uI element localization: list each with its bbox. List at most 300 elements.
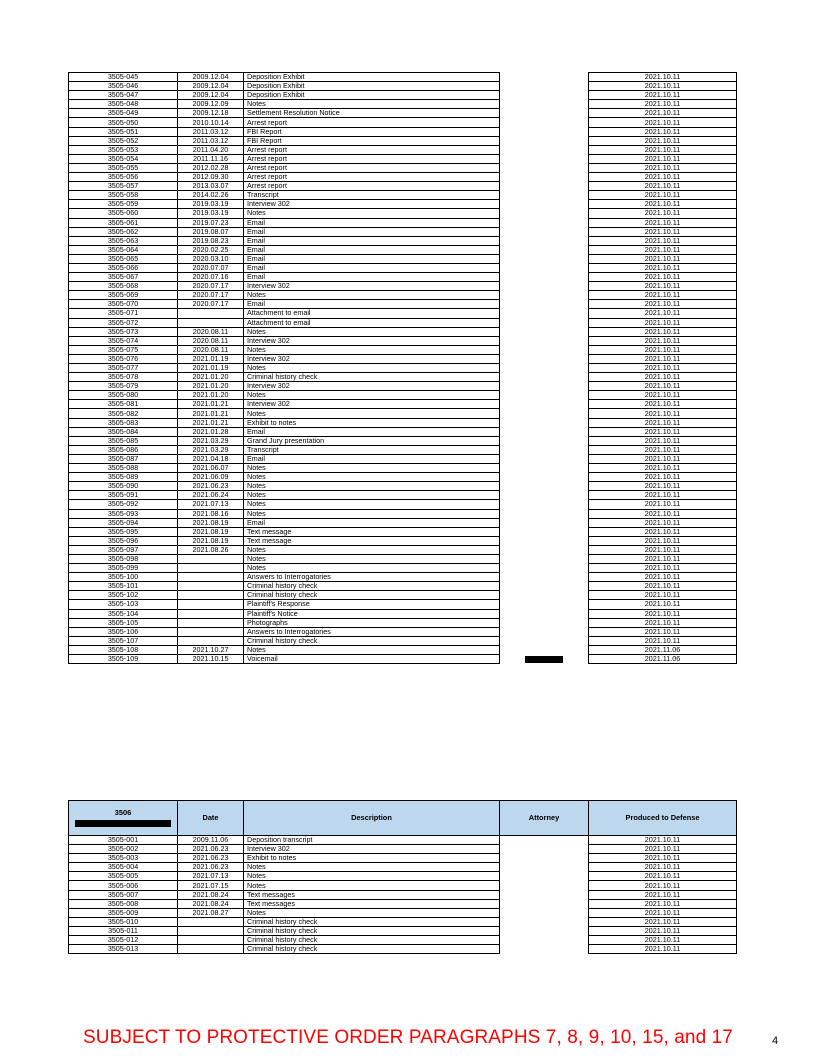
cell-produced-date: 2021.10.11 xyxy=(589,836,737,845)
cell-description: Text messages xyxy=(244,890,500,899)
cell-date xyxy=(178,591,244,600)
table-row xyxy=(69,509,737,518)
cell-date: 2021.08.16 xyxy=(178,509,244,518)
cell-attorney xyxy=(500,436,589,445)
cell-produced-date: 2021.10.11 xyxy=(589,427,737,436)
cell-date: 2009.12.04 xyxy=(178,91,244,100)
cell-date: 2020.07.07 xyxy=(178,263,244,272)
cell-description: Email xyxy=(244,263,500,272)
cell-date: 2010.10.14 xyxy=(178,118,244,127)
cell-document-id: 3505-075 xyxy=(69,345,178,354)
cell-produced-date: 2021.10.11 xyxy=(589,926,737,935)
cell-description: FBI Report xyxy=(244,136,500,145)
cell-document-id: 3505-079 xyxy=(69,382,178,391)
table-row xyxy=(69,836,737,845)
cell-date: 2021.03.29 xyxy=(178,436,244,445)
cell-description: Deposition Exhibit xyxy=(244,91,500,100)
cell-attorney xyxy=(500,545,589,554)
cell-description: Notes xyxy=(244,100,500,109)
cell-attorney xyxy=(500,382,589,391)
table-row xyxy=(69,936,737,945)
table-row xyxy=(69,300,737,309)
cell-attorney xyxy=(500,91,589,100)
cell-attorney xyxy=(500,536,589,545)
cell-date: 2021.08.19 xyxy=(178,527,244,536)
cell-attorney xyxy=(500,418,589,427)
cell-attorney xyxy=(500,291,589,300)
cell-document-id: 3505-011 xyxy=(69,926,178,935)
cell-description: Arrest report xyxy=(244,182,500,191)
cell-description: Criminal history check xyxy=(244,636,500,645)
cell-attorney xyxy=(500,899,589,908)
cell-date: 2011.04.20 xyxy=(178,145,244,154)
cell-document-id: 3505-109 xyxy=(69,655,178,664)
cell-produced-date: 2021.10.11 xyxy=(589,100,737,109)
cell-description: Notes xyxy=(244,863,500,872)
table-row xyxy=(69,436,737,445)
cell-document-id: 3505-004 xyxy=(69,863,178,872)
cell-description: Email xyxy=(244,454,500,463)
cell-document-id: 3505-092 xyxy=(69,500,178,509)
cell-date: 2021.08.19 xyxy=(178,518,244,527)
cell-attorney xyxy=(500,445,589,454)
table-row xyxy=(69,127,737,136)
cell-document-id: 3505-108 xyxy=(69,645,178,654)
cell-attorney xyxy=(500,926,589,935)
cell-produced-date: 2021.10.11 xyxy=(589,436,737,445)
cell-produced-date: 2021.10.11 xyxy=(589,263,737,272)
cell-produced-date: 2021.10.11 xyxy=(589,354,737,363)
cell-document-id: 3505-096 xyxy=(69,536,178,545)
cell-document-id: 3505-071 xyxy=(69,309,178,318)
cell-produced-date: 2021.10.11 xyxy=(589,209,737,218)
cell-date: 2009.12.04 xyxy=(178,82,244,91)
cell-description: Notes xyxy=(244,491,500,500)
cell-document-id: 3505-012 xyxy=(69,936,178,945)
cell-produced-date: 2021.10.11 xyxy=(589,300,737,309)
cell-attorney xyxy=(500,454,589,463)
witness-number-label: 3506 xyxy=(114,807,132,817)
cell-document-id: 3505-087 xyxy=(69,454,178,463)
cell-document-id: 3505-078 xyxy=(69,373,178,382)
cell-attorney xyxy=(500,908,589,917)
cell-document-id: 3505-065 xyxy=(69,254,178,263)
cell-date: 2021.04.18 xyxy=(178,454,244,463)
cell-document-id: 3505-059 xyxy=(69,200,178,209)
cell-attorney xyxy=(500,118,589,127)
cell-attorney xyxy=(500,890,589,899)
cell-document-id: 3505-072 xyxy=(69,318,178,327)
table-row xyxy=(69,391,737,400)
cell-description: Notes xyxy=(244,908,500,917)
cell-date: 2021.08.24 xyxy=(178,899,244,908)
redaction-bar xyxy=(75,820,171,827)
cell-document-id: 3505-001 xyxy=(69,836,178,845)
cell-produced-date: 2021.10.11 xyxy=(589,908,737,917)
table-row xyxy=(69,636,737,645)
cell-description: Exhibit to notes xyxy=(244,418,500,427)
table-row xyxy=(69,845,737,854)
cell-attorney xyxy=(500,836,589,845)
table-row xyxy=(69,145,737,154)
cell-document-id: 3505-095 xyxy=(69,527,178,536)
cell-produced-date: 2021.10.11 xyxy=(589,899,737,908)
cell-attorney xyxy=(500,945,589,954)
table-row xyxy=(69,336,737,345)
cell-produced-date: 2021.10.11 xyxy=(589,73,737,82)
table-row xyxy=(69,364,737,373)
table-row xyxy=(69,409,737,418)
cell-document-id: 3505-083 xyxy=(69,418,178,427)
header-witness-number xyxy=(69,801,178,836)
table-row xyxy=(69,473,737,482)
table-row xyxy=(69,445,737,454)
cell-attorney xyxy=(500,182,589,191)
cell-document-id: 3505-074 xyxy=(69,336,178,345)
cell-date: 2021.08.24 xyxy=(178,890,244,899)
cell-date: 2020.08.11 xyxy=(178,327,244,336)
cell-date: 2011.11.16 xyxy=(178,154,244,163)
cell-document-id: 3505-064 xyxy=(69,245,178,254)
cell-description: Transcript xyxy=(244,191,500,200)
redaction-bar xyxy=(525,656,563,663)
cell-attorney xyxy=(500,373,589,382)
cell-produced-date: 2021.10.11 xyxy=(589,227,737,236)
cell-attorney xyxy=(500,427,589,436)
table-row xyxy=(69,182,737,191)
cell-produced-date: 2021.10.11 xyxy=(589,254,737,263)
table-row xyxy=(69,573,737,582)
cell-produced-date: 2021.10.11 xyxy=(589,945,737,954)
cell-produced-date: 2021.10.11 xyxy=(589,373,737,382)
cell-document-id: 3505-066 xyxy=(69,263,178,272)
cell-produced-date: 2021.10.11 xyxy=(589,482,737,491)
cell-description: Answers to Interrogatories xyxy=(244,627,500,636)
cell-date xyxy=(178,609,244,618)
table-row xyxy=(69,600,737,609)
cell-date: 2021.06.09 xyxy=(178,473,244,482)
table-row xyxy=(69,545,737,554)
cell-document-id: 3505-084 xyxy=(69,427,178,436)
cell-document-id: 3505-080 xyxy=(69,391,178,400)
cell-document-id: 3505-107 xyxy=(69,636,178,645)
cell-attorney xyxy=(500,345,589,354)
table-row xyxy=(69,73,737,82)
cell-date: 2021.01.20 xyxy=(178,382,244,391)
cell-description: Criminal history check xyxy=(244,582,500,591)
cell-attorney xyxy=(500,645,589,654)
cell-attorney xyxy=(500,573,589,582)
cell-date: 2021.10.15 xyxy=(178,655,244,664)
cell-date: 2013.03.07 xyxy=(178,182,244,191)
cell-description: Notes xyxy=(244,500,500,509)
cell-document-id: 3505-088 xyxy=(69,464,178,473)
cell-document-id: 3505-048 xyxy=(69,100,178,109)
cell-produced-date: 2021.10.11 xyxy=(589,364,737,373)
cell-date: 2009.12.18 xyxy=(178,109,244,118)
header-row xyxy=(69,801,737,836)
cell-produced-date: 2021.11.06 xyxy=(589,645,737,654)
table-row xyxy=(69,491,737,500)
cell-description: Attachment to email xyxy=(244,309,500,318)
cell-description: Notes xyxy=(244,364,500,373)
cell-produced-date: 2021.10.11 xyxy=(589,536,737,545)
cell-attorney xyxy=(500,236,589,245)
cell-attorney xyxy=(500,482,589,491)
cell-date: 2009.12.04 xyxy=(178,73,244,82)
cell-document-id: 3505-091 xyxy=(69,491,178,500)
cell-produced-date: 2021.10.11 xyxy=(589,409,737,418)
production-log-table-3506 xyxy=(68,800,737,954)
cell-date: 2021.01.19 xyxy=(178,364,244,373)
cell-document-id: 3505-058 xyxy=(69,191,178,200)
cell-produced-date: 2021.10.11 xyxy=(589,509,737,518)
table-row xyxy=(69,209,737,218)
cell-date: 2021.06.23 xyxy=(178,863,244,872)
cell-attorney xyxy=(500,554,589,563)
table-row xyxy=(69,564,737,573)
table-row xyxy=(69,645,737,654)
cell-produced-date: 2021.10.11 xyxy=(589,881,737,890)
cell-attorney xyxy=(500,209,589,218)
cell-document-id: 3505-068 xyxy=(69,282,178,291)
cell-date: 2021.01.21 xyxy=(178,400,244,409)
cell-produced-date: 2021.10.11 xyxy=(589,445,737,454)
cell-description: Notes xyxy=(244,209,500,218)
cell-attorney xyxy=(500,336,589,345)
cell-attorney xyxy=(500,473,589,482)
table-row xyxy=(69,618,737,627)
cell-attorney xyxy=(500,82,589,91)
cell-description: Grand Jury presentation xyxy=(244,436,500,445)
cell-produced-date: 2021.10.11 xyxy=(589,391,737,400)
table-row xyxy=(69,382,737,391)
cell-attorney xyxy=(500,309,589,318)
header-produced-to-defense: Produced to Defense xyxy=(589,801,737,836)
cell-description: Notes xyxy=(244,554,500,563)
cell-date: 2021.06.23 xyxy=(178,845,244,854)
cell-produced-date: 2021.10.11 xyxy=(589,418,737,427)
cell-description: Arrest report xyxy=(244,173,500,182)
cell-document-id: 3505-010 xyxy=(69,917,178,926)
cell-attorney xyxy=(500,273,589,282)
cell-attorney xyxy=(500,409,589,418)
cell-description: Email xyxy=(244,427,500,436)
table-row xyxy=(69,263,737,272)
cell-document-id: 3505-082 xyxy=(69,409,178,418)
cell-produced-date: 2021.10.11 xyxy=(589,91,737,100)
cell-document-id: 3505-081 xyxy=(69,400,178,409)
table-row xyxy=(69,899,737,908)
cell-description: Interview 302 xyxy=(244,282,500,291)
cell-document-id: 3505-013 xyxy=(69,945,178,954)
cell-attorney xyxy=(500,917,589,926)
cell-description: Criminal history check xyxy=(244,373,500,382)
table-row xyxy=(69,191,737,200)
table-row xyxy=(69,418,737,427)
cell-attorney xyxy=(500,600,589,609)
cell-attorney xyxy=(500,881,589,890)
cell-date: 2012.02.28 xyxy=(178,163,244,172)
cell-document-id: 3505-085 xyxy=(69,436,178,445)
cell-attorney xyxy=(500,73,589,82)
cell-document-id: 3505-061 xyxy=(69,218,178,227)
table-row xyxy=(69,173,737,182)
table-row xyxy=(69,91,737,100)
cell-description: Interview 302 xyxy=(244,382,500,391)
cell-document-id: 3505-102 xyxy=(69,591,178,600)
table-row xyxy=(69,454,737,463)
cell-date: 2020.07.17 xyxy=(178,282,244,291)
cell-description: FBI Report xyxy=(244,127,500,136)
table-row xyxy=(69,327,737,336)
cell-produced-date: 2021.10.11 xyxy=(589,636,737,645)
cell-attorney xyxy=(500,109,589,118)
cell-attorney xyxy=(500,300,589,309)
table-row xyxy=(69,354,737,363)
cell-document-id: 3505-099 xyxy=(69,564,178,573)
cell-produced-date: 2021.10.11 xyxy=(589,872,737,881)
cell-attorney xyxy=(500,618,589,627)
cell-document-id: 3505-073 xyxy=(69,327,178,336)
cell-produced-date: 2021.10.11 xyxy=(589,136,737,145)
cell-produced-date: 2021.10.11 xyxy=(589,917,737,926)
cell-produced-date: 2021.10.11 xyxy=(589,936,737,945)
table-row xyxy=(69,200,737,209)
cell-description: Notes xyxy=(244,482,500,491)
table-row xyxy=(69,854,737,863)
cell-attorney xyxy=(500,491,589,500)
cell-description: Email xyxy=(244,518,500,527)
cell-document-id: 3505-094 xyxy=(69,518,178,527)
cell-description: Email xyxy=(244,300,500,309)
table-row xyxy=(69,100,737,109)
protective-order-notice: SUBJECT TO PROTECTIVE ORDER PARAGRAPHS 7, 8, 9, 10, 15, and 17 xyxy=(83,1027,733,1048)
cell-description: Interview 302 xyxy=(244,200,500,209)
cell-date xyxy=(178,917,244,926)
page-number: 4 xyxy=(772,1035,779,1047)
table-row xyxy=(69,236,737,245)
cell-date: 2021.10.27 xyxy=(178,645,244,654)
cell-description: Deposition transcript xyxy=(244,836,500,845)
cell-document-id: 3505-009 xyxy=(69,908,178,917)
cell-date xyxy=(178,926,244,935)
table-row xyxy=(69,518,737,527)
cell-attorney xyxy=(500,263,589,272)
cell-attorney xyxy=(500,400,589,409)
cell-produced-date: 2021.10.11 xyxy=(589,336,737,345)
cell-produced-date: 2021.10.11 xyxy=(589,191,737,200)
cell-attorney xyxy=(500,200,589,209)
cell-produced-date: 2021.10.11 xyxy=(589,854,737,863)
table-header xyxy=(69,801,737,836)
cell-attorney xyxy=(500,936,589,945)
cell-description: Notes xyxy=(244,291,500,300)
cell-date: 2021.08.26 xyxy=(178,545,244,554)
cell-attorney xyxy=(500,282,589,291)
cell-description: Voicemail xyxy=(244,655,500,664)
table-row xyxy=(69,527,737,536)
cell-document-id: 3505-106 xyxy=(69,627,178,636)
table-row xyxy=(69,136,737,145)
cell-date: 2011.03.12 xyxy=(178,136,244,145)
cell-attorney xyxy=(500,500,589,509)
table-row xyxy=(69,291,737,300)
table-row xyxy=(69,82,737,91)
table-row xyxy=(69,582,737,591)
cell-attorney xyxy=(500,391,589,400)
table-row xyxy=(69,609,737,618)
cell-document-id: 3505-076 xyxy=(69,354,178,363)
cell-date: 2020.07.16 xyxy=(178,273,244,282)
cell-document-id: 3505-053 xyxy=(69,145,178,154)
table-body xyxy=(69,73,737,664)
cell-description: Email xyxy=(244,236,500,245)
table-row xyxy=(69,591,737,600)
cell-produced-date: 2021.10.11 xyxy=(589,345,737,354)
table-row xyxy=(69,881,737,890)
header-description: Description xyxy=(244,801,500,836)
cell-produced-date: 2021.10.11 xyxy=(589,382,737,391)
cell-document-id: 3505-090 xyxy=(69,482,178,491)
cell-produced-date: 2021.10.11 xyxy=(589,309,737,318)
cell-date: 2021.06.24 xyxy=(178,491,244,500)
table-row xyxy=(69,254,737,263)
cell-date xyxy=(178,309,244,318)
cell-description: Plaintiff's Response xyxy=(244,600,500,609)
cell-produced-date: 2021.10.11 xyxy=(589,109,737,118)
table-row xyxy=(69,309,737,318)
cell-attorney xyxy=(500,227,589,236)
cell-document-id: 3505-069 xyxy=(69,291,178,300)
cell-document-id: 3505-002 xyxy=(69,845,178,854)
cell-date xyxy=(178,627,244,636)
cell-description: Text message xyxy=(244,536,500,545)
cell-date: 2020.08.11 xyxy=(178,336,244,345)
cell-document-id: 3505-104 xyxy=(69,609,178,618)
cell-attorney xyxy=(500,627,589,636)
cell-date: 2019.03.19 xyxy=(178,200,244,209)
table-body xyxy=(69,836,737,954)
cell-attorney xyxy=(500,327,589,336)
table-row xyxy=(69,227,737,236)
cell-description: Interview 302 xyxy=(244,845,500,854)
cell-document-id: 3505-063 xyxy=(69,236,178,245)
cell-produced-date: 2021.10.11 xyxy=(589,400,737,409)
cell-produced-date: 2021.10.11 xyxy=(589,618,737,627)
cell-date: 2019.03.19 xyxy=(178,209,244,218)
cell-description: Arrest report xyxy=(244,118,500,127)
table-row xyxy=(69,482,737,491)
cell-description: Criminal history check xyxy=(244,591,500,600)
cell-description: Notes xyxy=(244,645,500,654)
cell-description: Interview 302 xyxy=(244,336,500,345)
cell-attorney xyxy=(500,100,589,109)
cell-date xyxy=(178,600,244,609)
cell-date: 2020.07.17 xyxy=(178,291,244,300)
cell-document-id: 3505-046 xyxy=(69,82,178,91)
cell-description: Text message xyxy=(244,527,500,536)
cell-description: Criminal history check xyxy=(244,917,500,926)
cell-date: 2020.07.17 xyxy=(178,300,244,309)
table-row xyxy=(69,109,737,118)
cell-document-id: 3505-093 xyxy=(69,509,178,518)
table-row xyxy=(69,154,737,163)
cell-produced-date: 2021.10.11 xyxy=(589,182,737,191)
cell-produced-date: 2021.10.11 xyxy=(589,863,737,872)
cell-description: Deposition Exhibit xyxy=(244,82,500,91)
cell-attorney xyxy=(500,655,589,664)
